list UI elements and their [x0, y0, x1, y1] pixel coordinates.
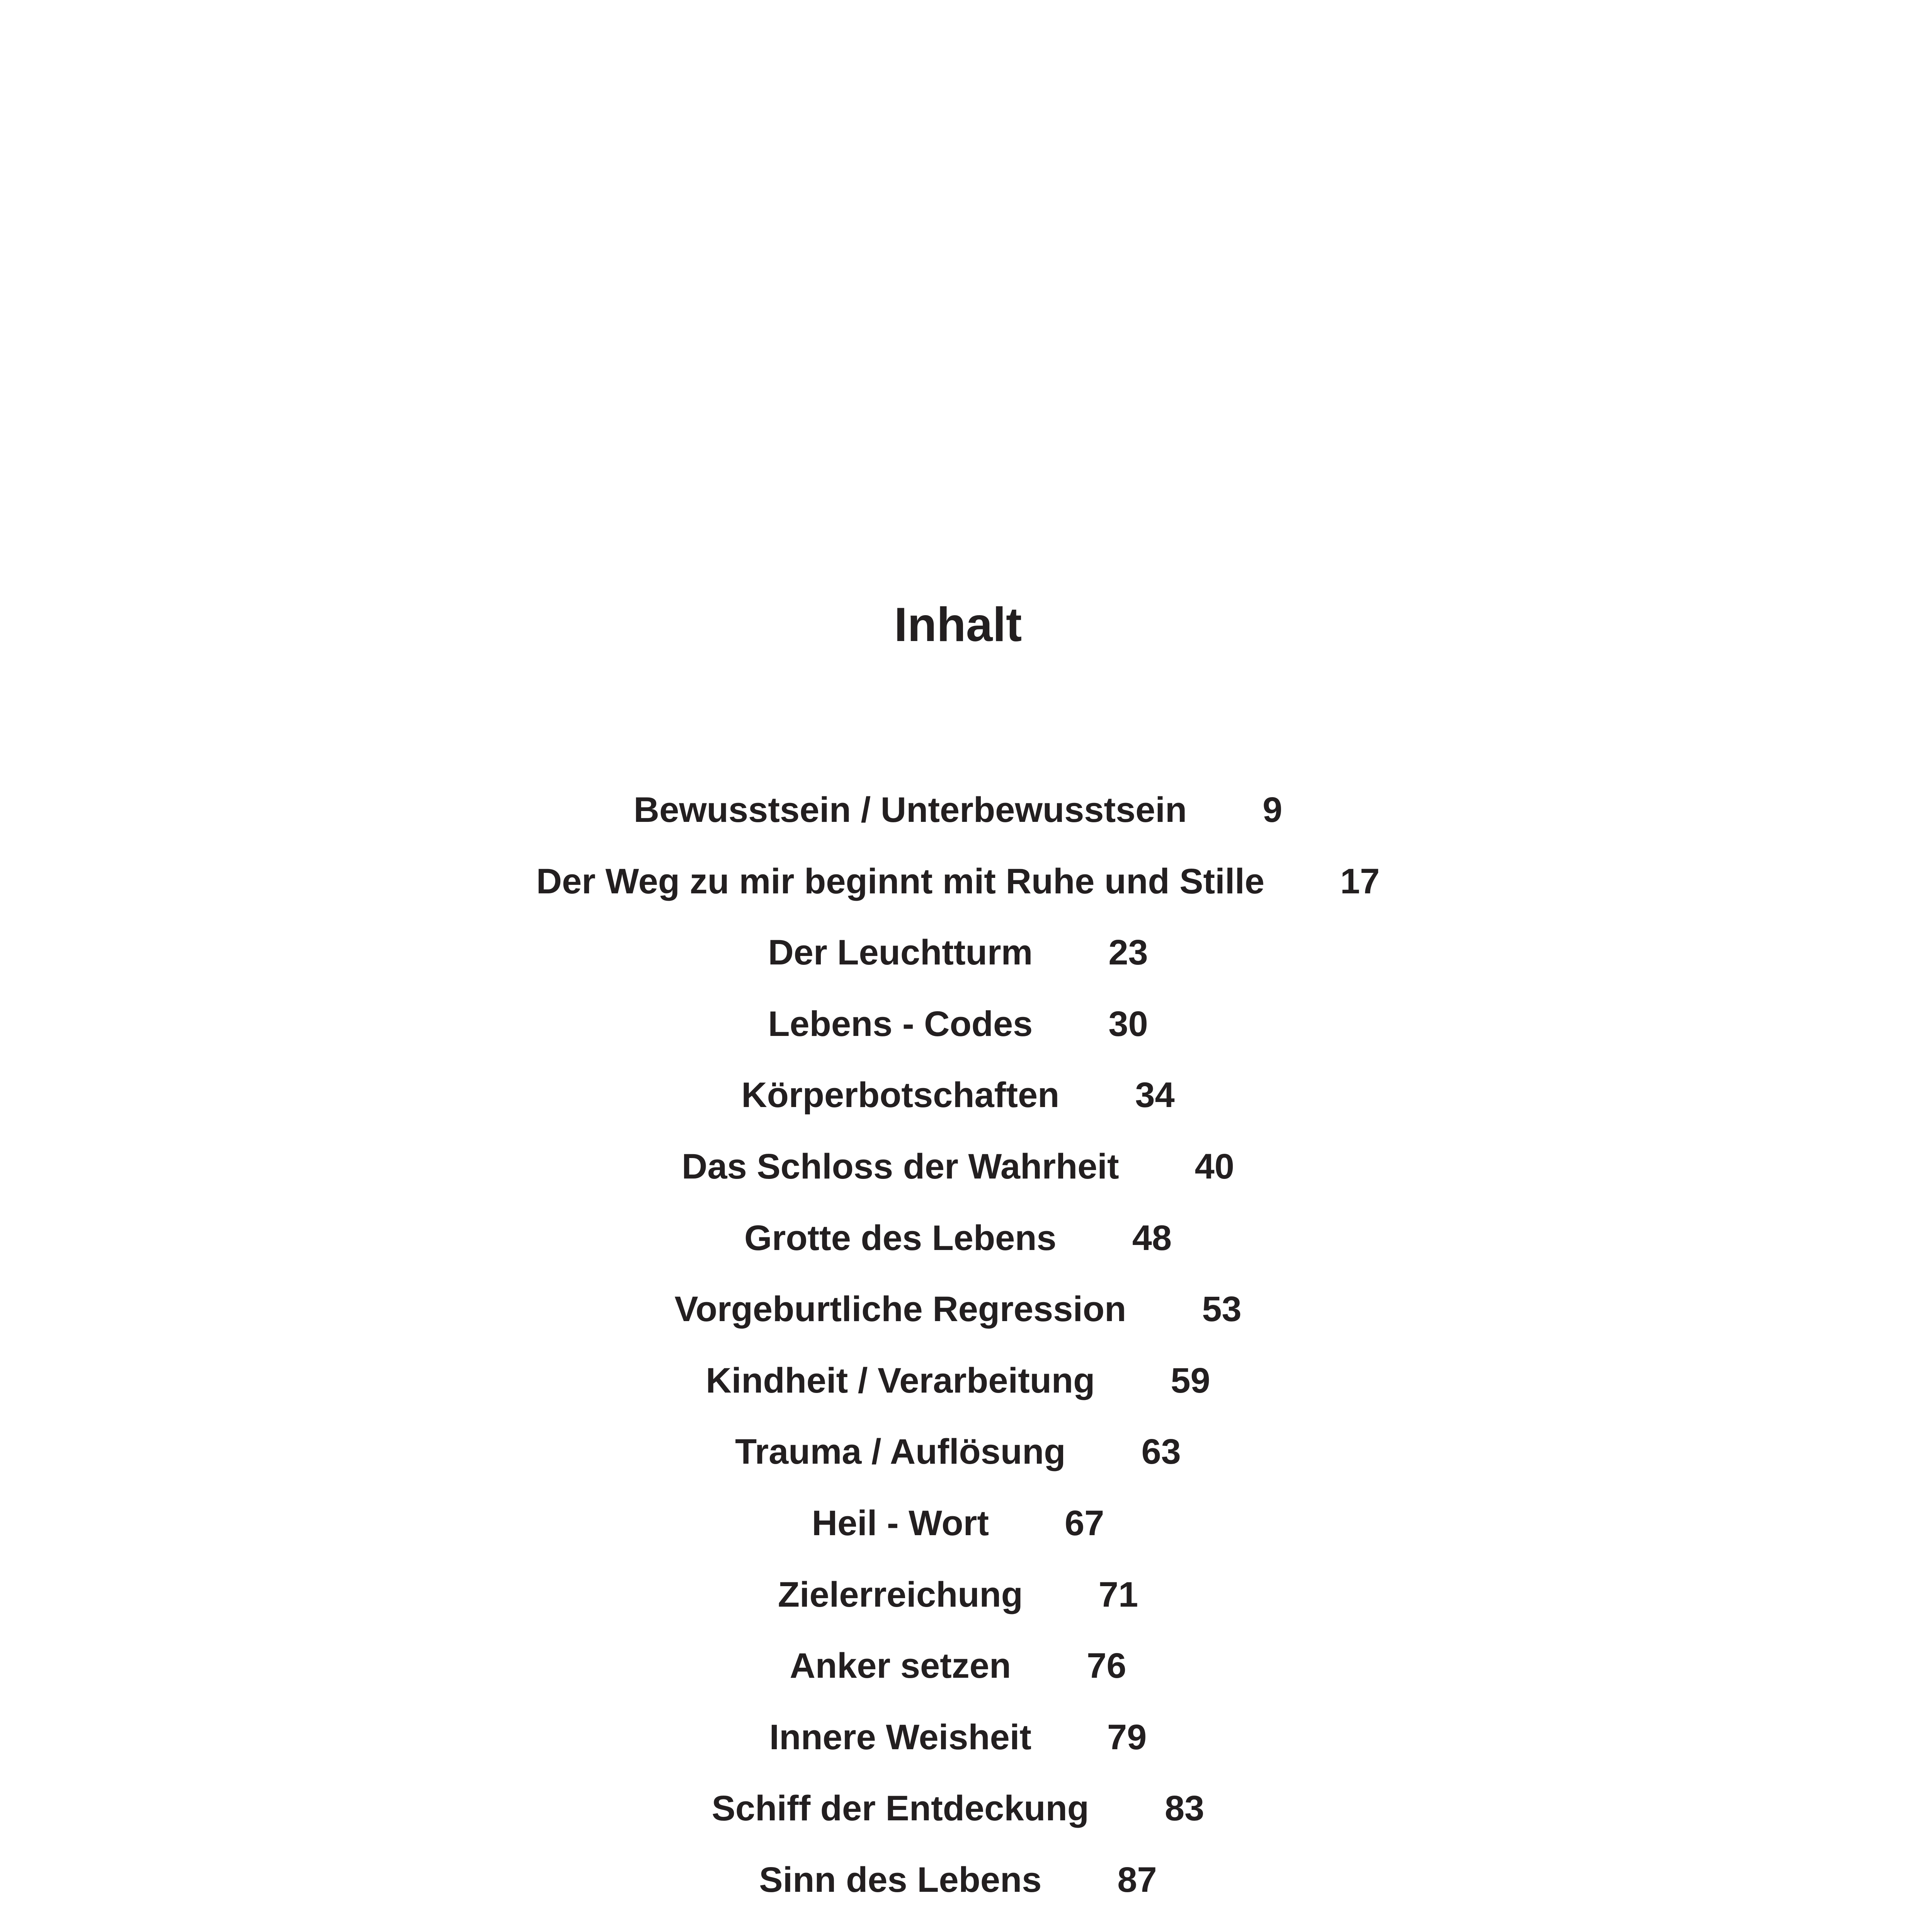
toc-entry-title: Lebens - Codes	[768, 1004, 1033, 1044]
toc-entry-page: 87	[1117, 1860, 1157, 1900]
toc-entry	[0, 1719, 1916, 1791]
toc-entry	[0, 1577, 1916, 1648]
toc-entry	[0, 1006, 1916, 1078]
toc-entry-page: 17	[1340, 861, 1380, 901]
toc-entry	[0, 1363, 1916, 1434]
toc-entry-title: Schiff der Entdeckung	[711, 1789, 1089, 1828]
toc-entry-page: 53	[1202, 1289, 1242, 1329]
toc-entry-title: Grotte des Lebens	[744, 1218, 1057, 1258]
toc-entry	[0, 861, 1916, 935]
toc-entry-title: Innere Weisheit	[769, 1717, 1031, 1757]
toc-entry	[0, 1648, 1916, 1719]
toc-entry-title: Vorgeburtliche Regression	[674, 1289, 1126, 1329]
toc-entry-page: 9	[1263, 790, 1283, 830]
toc-entry	[0, 1791, 1916, 1862]
toc-entry	[0, 1220, 1916, 1292]
toc-entry-page: 63	[1141, 1432, 1181, 1472]
toc-entry-page: 59	[1171, 1361, 1210, 1400]
toc-entry-title: Anker setzen	[790, 1646, 1011, 1686]
toc-entry	[0, 1505, 1916, 1577]
toc-entry-page: 67	[1064, 1503, 1104, 1543]
toc-entry-page: 30	[1108, 1004, 1148, 1044]
toc-entry-title: Körperbotschaften	[741, 1075, 1060, 1115]
toc-entry-title: Der Weg zu mir beginnt mit Ruhe und Stille	[536, 861, 1265, 901]
toc-entry-page: 34	[1135, 1075, 1175, 1115]
toc-entry	[0, 1434, 1916, 1505]
toc-entry-title: Das Schloss der Wahrheit	[682, 1146, 1119, 1186]
toc-entry-title: Sinn des Lebens	[759, 1860, 1042, 1900]
toc-entry	[0, 792, 1916, 864]
toc-entry-page: 40	[1195, 1146, 1234, 1186]
toc-entry-page: 83	[1165, 1789, 1205, 1828]
toc-entry-page: 79	[1107, 1717, 1147, 1757]
toc-entry-title: Trauma / Auflösung	[735, 1432, 1066, 1472]
toc-entry-title: Kindheit / Verarbeitung	[706, 1361, 1095, 1400]
toc-entry-title: Heil - Wort	[812, 1503, 989, 1543]
page-title: Inhalt	[894, 598, 1022, 651]
toc-entry-title: Bewusstsein / Unterbewusstsein	[633, 790, 1187, 830]
toc-entry-title: Zielerreichung	[778, 1575, 1023, 1614]
toc-entry-page: 76	[1087, 1646, 1126, 1686]
toc-entry	[0, 1077, 1916, 1149]
toc-entry	[0, 1862, 1916, 1932]
toc-entry-page: 71	[1098, 1575, 1138, 1614]
toc-entry-page: 48	[1132, 1218, 1172, 1258]
toc-entry	[0, 935, 1916, 1006]
toc-entry-page: 23	[1108, 933, 1148, 973]
toc-entry-title: Der Leuchtturm	[768, 933, 1033, 973]
table-of-contents	[0, 792, 1916, 1932]
toc-entry	[0, 1291, 1916, 1363]
toc-entry	[0, 1146, 1916, 1220]
